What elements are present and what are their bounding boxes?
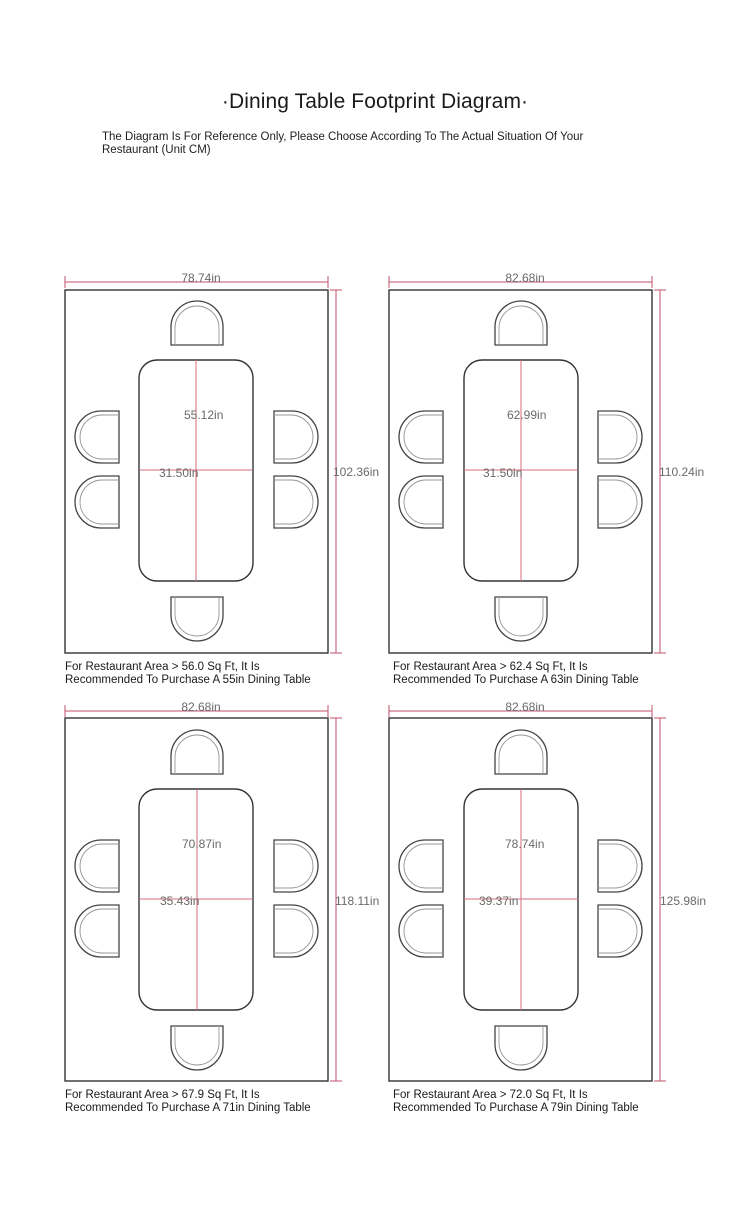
layout-panel-3	[65, 700, 379, 1081]
chair-left-lower	[399, 476, 443, 528]
chair-bottom	[495, 1026, 547, 1070]
page-title: ·Dining Table Footprint Diagram·	[221, 90, 529, 113]
room-width-label: 82.68in	[505, 271, 545, 285]
chair-right-upper	[598, 840, 642, 892]
chair-right-upper	[598, 411, 642, 463]
layout-panel-4	[389, 700, 706, 1081]
layout-caption-4	[393, 1089, 639, 1114]
chair-bottom	[171, 597, 223, 641]
chair-left-upper	[75, 840, 119, 892]
table-length-label: 62.99in	[507, 408, 547, 422]
room-depth-label: 118.11in	[335, 894, 380, 908]
layout-panel-2	[389, 271, 704, 653]
chair-left-upper	[399, 840, 443, 892]
chair-top	[495, 730, 547, 774]
table-width-label: 31.50in	[159, 466, 199, 480]
chair-top	[495, 301, 547, 345]
chair-top	[171, 730, 223, 774]
chair-right-lower	[274, 476, 318, 528]
layout-panel-1	[65, 271, 379, 653]
table-length-label: 55.12in	[184, 408, 224, 422]
layout-caption-2	[393, 661, 639, 686]
table-width-label: 39.37in	[479, 894, 519, 908]
room-depth-label: 110.24in	[659, 465, 705, 479]
caption-line-1: For Restaurant Area > 72.0 Sq Ft, It Is	[393, 1089, 588, 1101]
caption-line-2: Recommended To Purchase A 63in Dining Table	[393, 673, 639, 686]
caption-line-2: Recommended To Purchase A 55in Dining Table	[65, 673, 311, 686]
chair-right-lower	[274, 905, 318, 957]
room-depth-label: 102.36in	[333, 465, 380, 479]
room-width-label: 82.68in	[505, 700, 545, 714]
chair-left-lower	[75, 905, 119, 957]
caption-line-1: For Restaurant Area > 67.9 Sq Ft, It Is	[65, 1089, 260, 1101]
chair-bottom	[495, 597, 547, 641]
chair-top	[171, 301, 223, 345]
caption-line-1: For Restaurant Area > 56.0 Sq Ft, It Is	[65, 661, 260, 673]
chair-right-lower	[598, 905, 642, 957]
page-subtitle: The Diagram Is For Reference Only, Please Choose According To The Actual Situation Of Your Restaurant (Unit CM)	[102, 131, 584, 156]
chair-right-upper	[274, 411, 318, 463]
room-width-label: 78.74in	[181, 271, 221, 285]
chair-left-upper	[399, 411, 443, 463]
chair-right-upper	[274, 840, 318, 892]
layout-caption-1	[65, 661, 311, 686]
chair-right-lower	[598, 476, 642, 528]
chair-left-lower	[75, 476, 119, 528]
table-length-label: 70.87in	[182, 837, 222, 851]
caption-line-2: Recommended To Purchase A 71in Dining Table	[65, 1101, 311, 1114]
caption-line-1: For Restaurant Area > 62.4 Sq Ft, It Is	[393, 661, 588, 673]
caption-line-2: Recommended To Purchase A 79in Dining Table	[393, 1101, 639, 1114]
room-depth-label: 125.98in	[660, 894, 707, 908]
chair-bottom	[171, 1026, 223, 1070]
room-width-label: 82.68in	[181, 700, 221, 714]
table-length-label: 78.74in	[505, 837, 545, 851]
layout-caption-3	[65, 1089, 311, 1114]
table-width-label: 35.43in	[160, 894, 200, 908]
table-width-label: 31.50in	[483, 466, 523, 480]
chair-left-upper	[75, 411, 119, 463]
chair-left-lower	[399, 905, 443, 957]
